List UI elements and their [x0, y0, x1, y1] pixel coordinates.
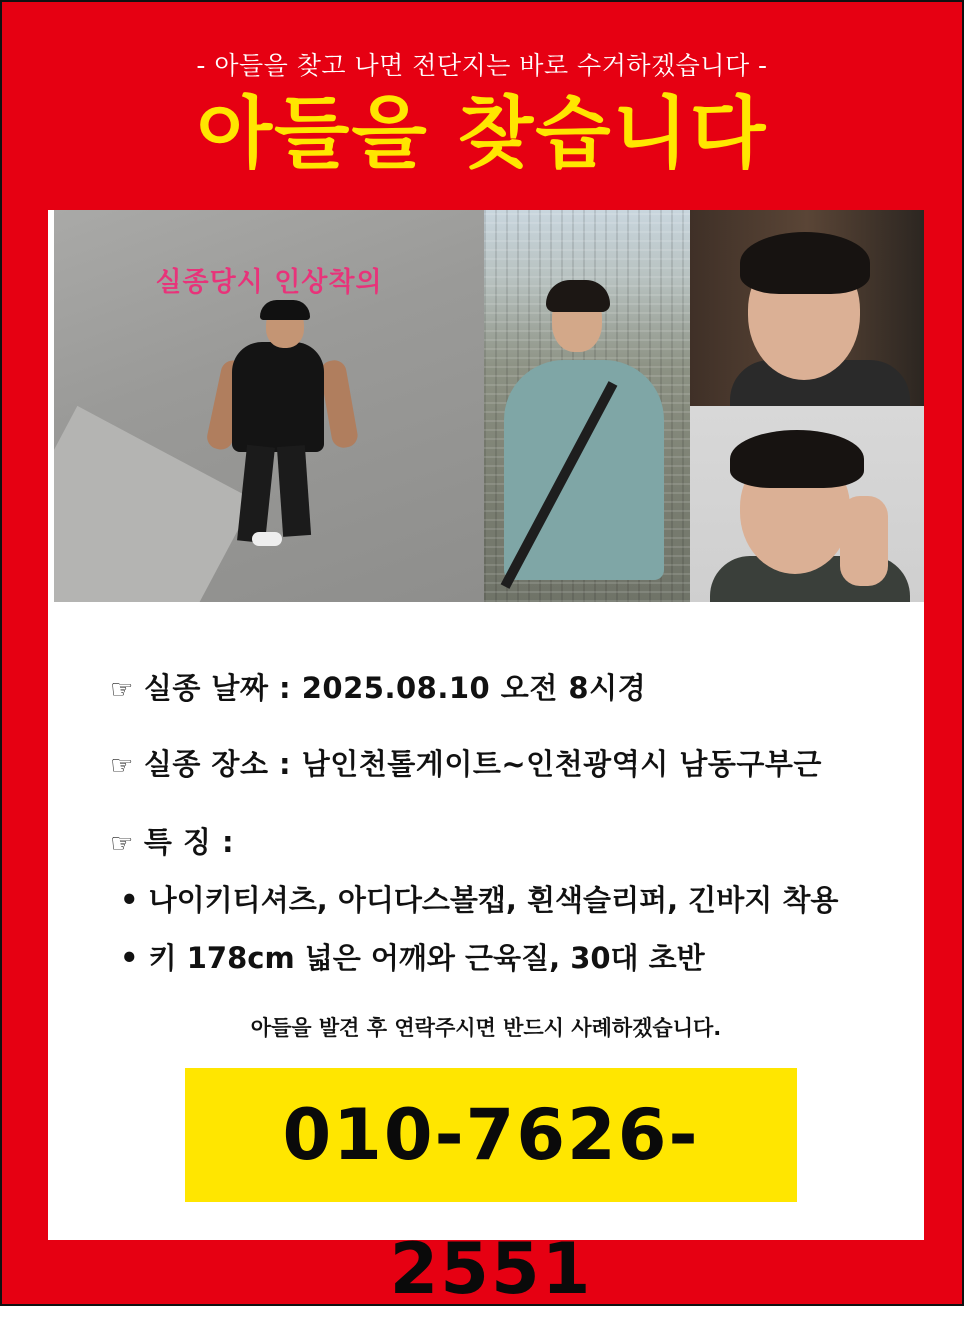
figure-leg: [277, 445, 311, 537]
poster-title: 아들을 찾습니다: [196, 89, 768, 179]
figure-body: [232, 342, 324, 452]
peace-sign-hand: [840, 496, 888, 586]
person-hair: [546, 280, 610, 312]
contact-phone-number: 010-7626-2551: [185, 1068, 797, 1202]
pointing-hand-icon: ☞: [110, 675, 134, 705]
cityscape-photo: [484, 210, 690, 602]
figure-shoe: [252, 532, 282, 546]
features-heading: ☞ 특 징 :: [110, 825, 235, 859]
missing-place: ☞ 실종 장소 : 남인천톨게이트~인천광역시 남동구부근: [110, 747, 822, 781]
selfie-photo-2: [690, 406, 924, 602]
figure-cap: [260, 300, 310, 320]
pointing-hand-icon: ☞: [110, 829, 134, 859]
figure-arm: [319, 358, 360, 449]
selfie-photo-1: [690, 210, 924, 406]
person-hair: [730, 430, 864, 488]
content-panel: [48, 210, 924, 1310]
figure-leg: [237, 445, 275, 543]
missing-date: ☞ 실종 날짜 : 2025.08.10 오전 8시경: [110, 671, 647, 705]
reward-notice: 아들을 발견 후 연락주시면 반드시 사례하겠습니다.: [250, 1016, 722, 1040]
cctv-photo: [54, 210, 484, 602]
feature-item: • 나이키티셔츠, 아디다스볼캡, 흰색슬리퍼, 긴바지 착용: [120, 883, 839, 917]
cctv-caption: 실종당시 인상착의: [155, 267, 383, 298]
person-hair: [740, 232, 870, 294]
pointing-hand-icon: ☞: [110, 751, 134, 781]
feature-item: • 키 178cm 넓은 어깨와 근육질, 30대 초반: [120, 941, 705, 975]
collection-notice: - 아들을 찾고 나면 전단지는 바로 수거하겠습니다 -: [196, 51, 768, 80]
